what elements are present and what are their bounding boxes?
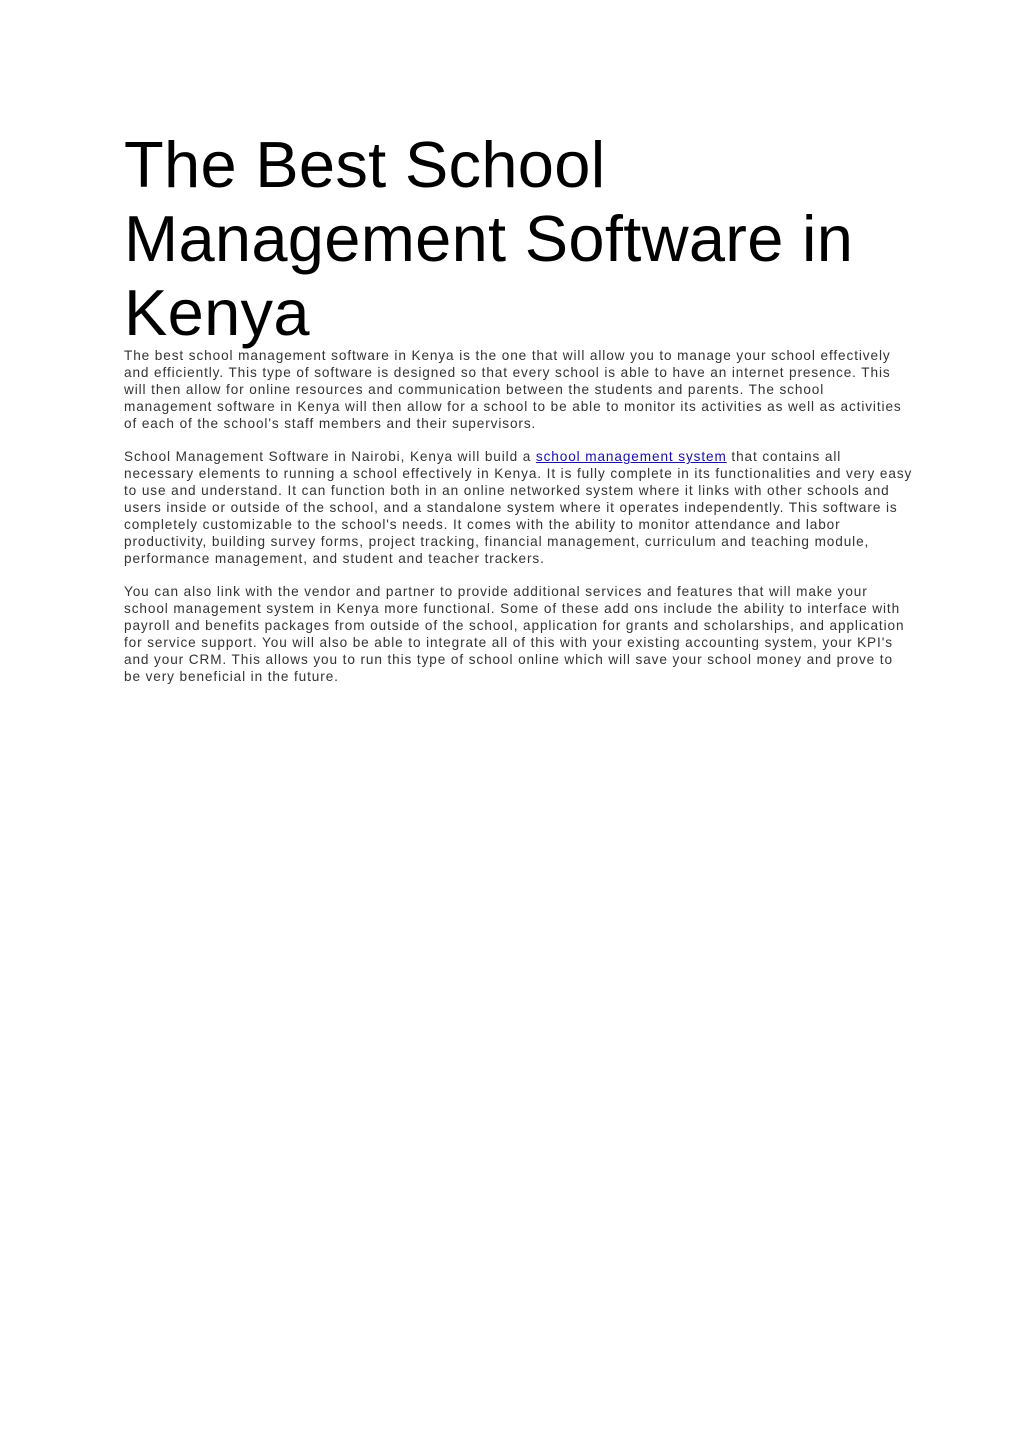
paragraph-features-text-end: that contains all necessary elements to running a school effectively in Kenya. It is fully complete in its functionalities and very easy to use and understand. It can function both in an online networked system where it links with other schools and users inside or outside of the school, and a standalone system where it operates independently. This software is completely customizable to the school's needs. It comes with the ability to monitor attendance and labor productivity, building survey forms, project tracking, financial management, curriculum and teaching module, performance management, and student and teacher trackers.	[124, 449, 913, 566]
paragraph-addons: You can also link with the vendor and partner to provide additional services and features that will make your school management system in Kenya more functional. Some of these add ons include the ability to interface with payroll and benefits packages from outside of the school, application for grants and scholarships, and application for service support. You will also be able to integrate all of this with your existing accounting system, your KPI's and your CRM. This allows you to run this type of school online which will save your school money and prove to be very beneficial in the future.	[124, 584, 905, 684]
paragraph-intro: The best school management software in Kenya is the one that will allow you to manage your school effectively and efficiently. This type of software is designed so that every school is able to have an internet presence. This will then allow for online resources and communication between the students and parents. The school management software in Kenya will then allow for a school to be able to monitor its activities as well as activities of each of the school's staff members and their supervisors.	[124, 348, 902, 431]
article	[124, 128, 914, 685]
page-title: The Best School Management Software in Kenya	[124, 128, 854, 349]
paragraph-features	[124, 448, 914, 567]
school-management-system-link[interactable]: school management system	[535, 449, 727, 464]
paragraph-features-text-start: School Management Software in Nairobi, Kenya will build a	[124, 449, 536, 464]
